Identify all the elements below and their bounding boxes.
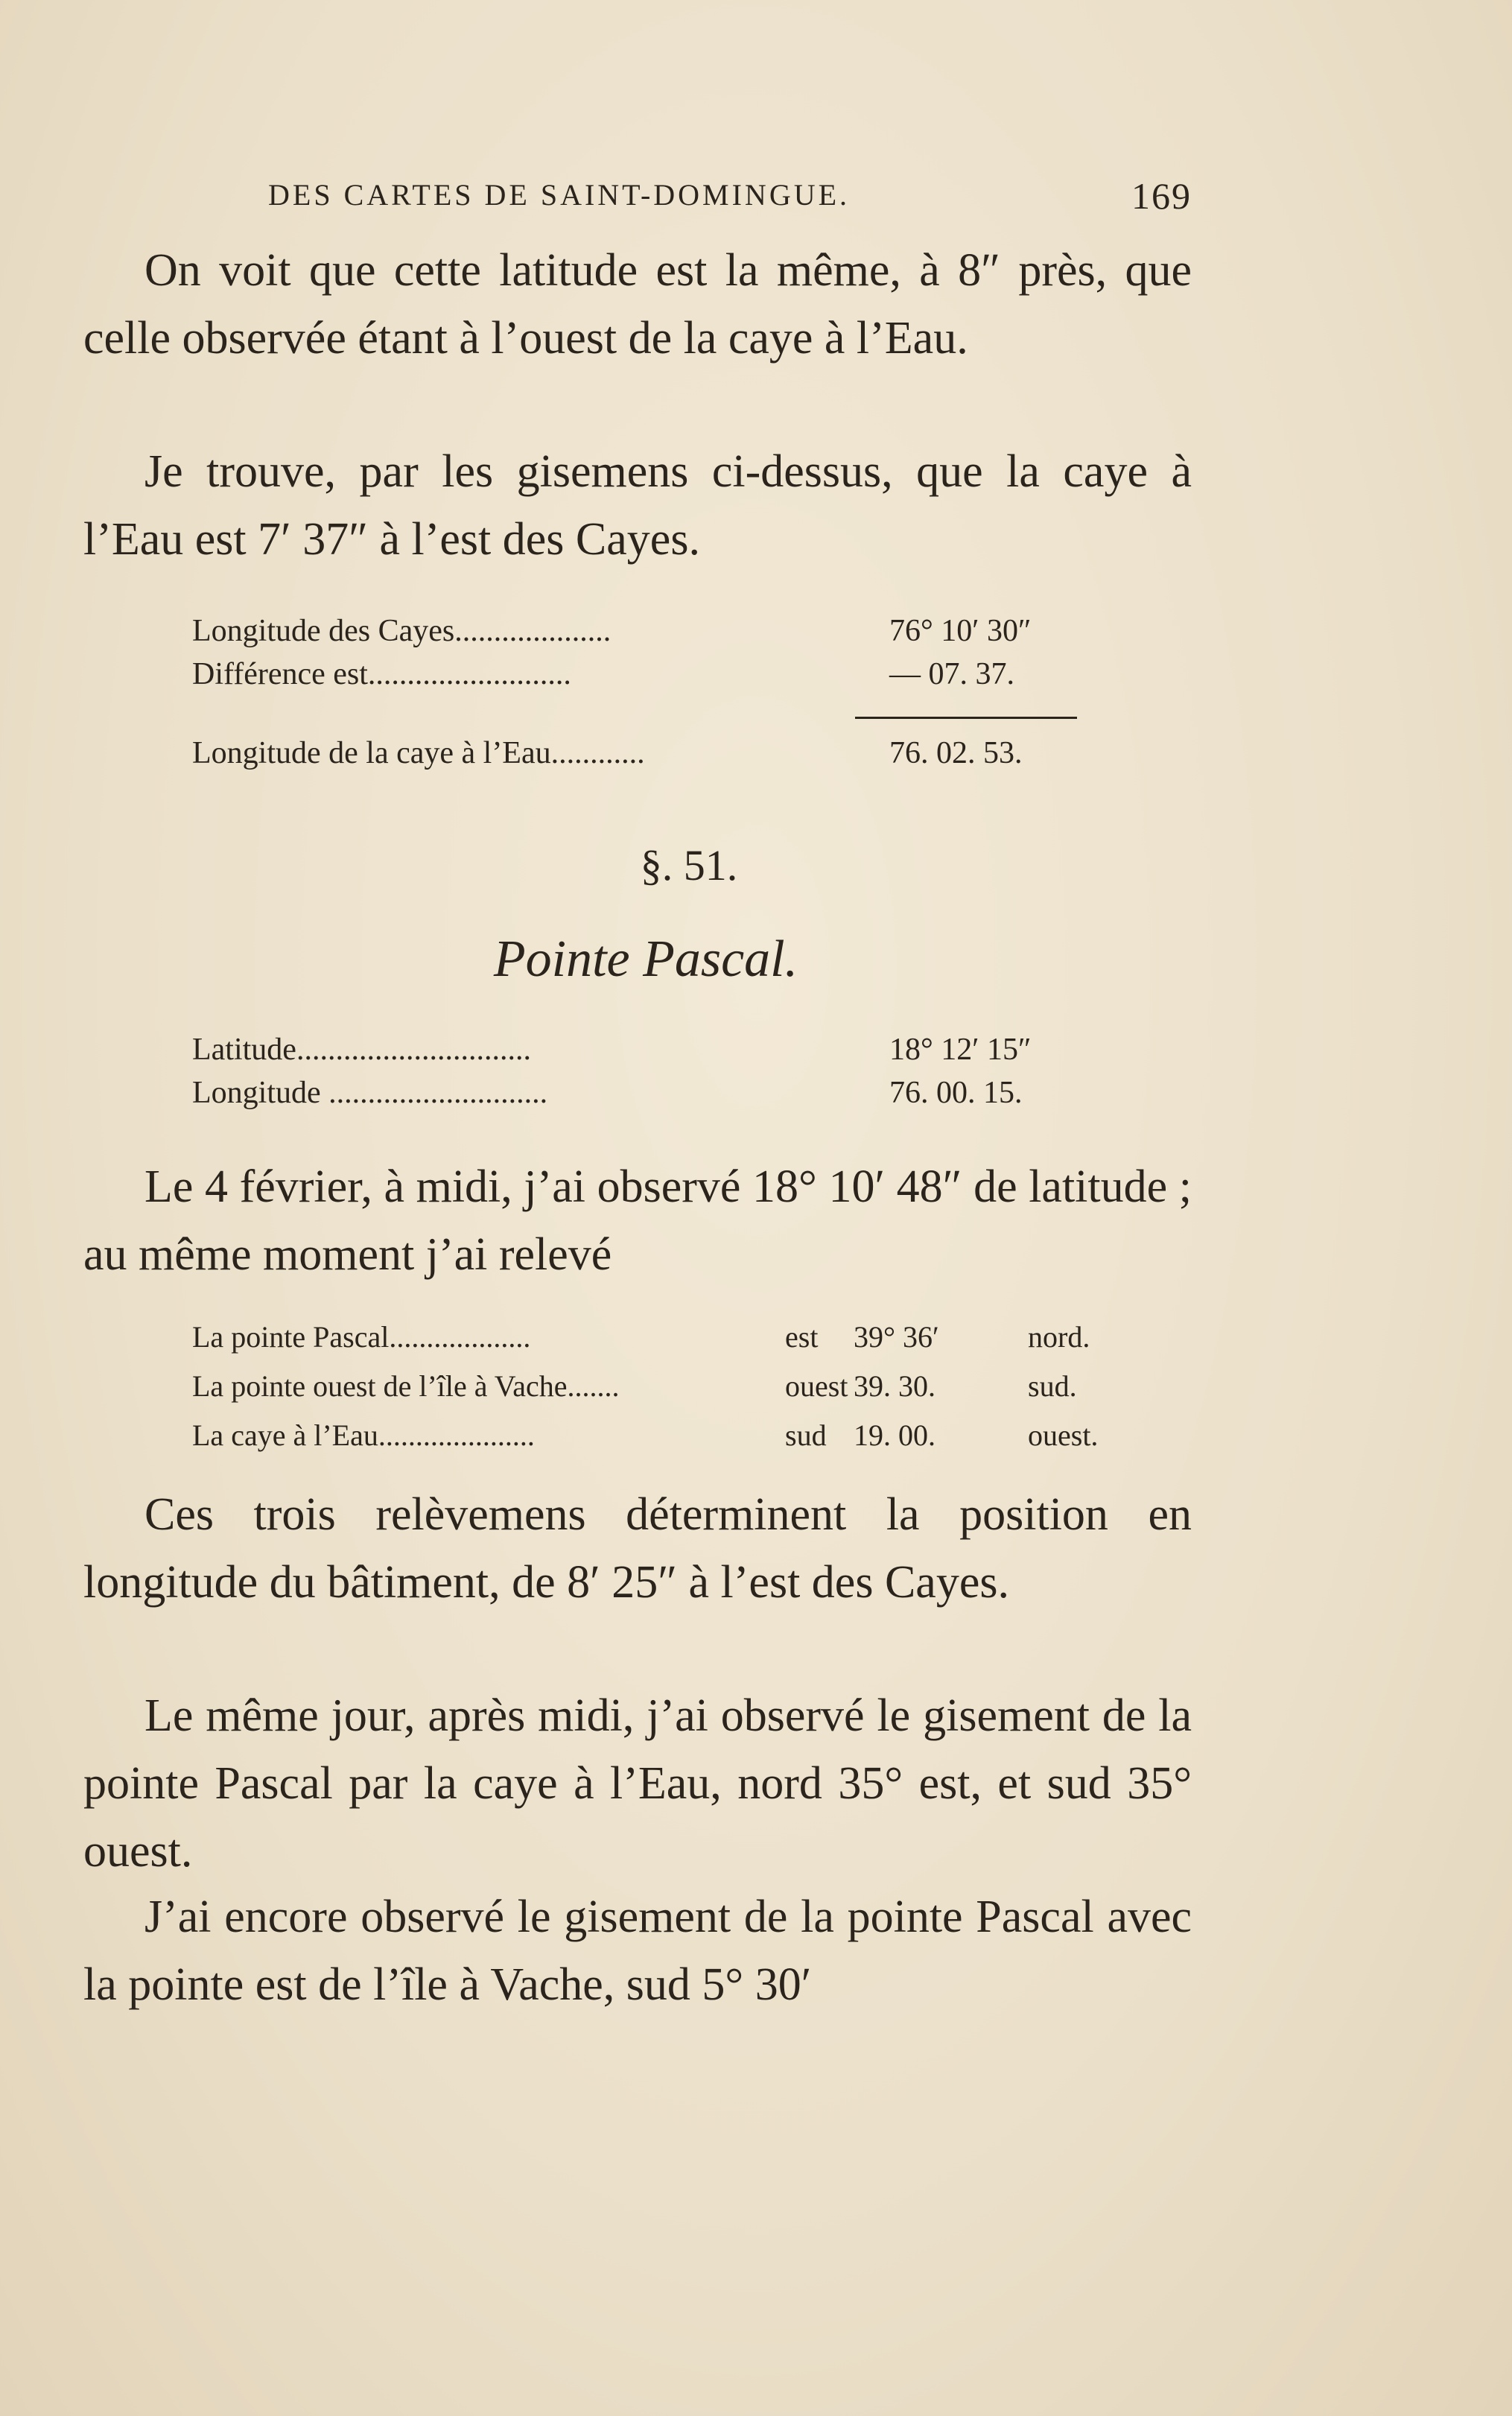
paragraph-text: Ces trois relèvemens déterminent la position en longitude du bâtiment, de 8′ 25″ à l’est des Cayes. [83,1489,1192,1608]
table-row [192,653,1086,696]
bearing-cardinal: sud. [1028,1369,1077,1403]
header-title: DES CARTES DE SAINT-DOMINGUE. [268,178,851,212]
paragraph-latitude-comparison [83,237,1192,372]
row-label: Différence est.......................... [192,657,571,691]
paragraph-caye-position [83,438,1192,574]
longitude-result-row [192,732,1086,775]
table-row [192,1028,1086,1071]
table-row [192,609,1086,653]
bearing-direction: sud [785,1418,827,1452]
bearing-label: La caye à l’Eau..................... [192,1418,535,1452]
paragraph-further-observation [83,1883,1192,2019]
section-heading: Pointe Pascal. [493,930,798,988]
row-label: Latitude.............................. [192,1033,531,1067]
table-row [192,1362,1131,1411]
running-header [268,177,1192,222]
row-label: Longitude des Cayes.................... [192,614,612,648]
table-row [192,1313,1131,1362]
row-label: Longitude ............................ [192,1076,548,1110]
bearing-direction: ouest [785,1369,848,1403]
paragraph-observation [83,1153,1192,1289]
row-value: 76° 10′ 30″ [889,614,1032,648]
bearing-label: La pointe Pascal................... [192,1320,531,1354]
bearing-cardinal: ouest. [1028,1418,1099,1452]
paragraph-text: On voit que cette latitude est la même, à 8″ près, que celle observée étant à l’ouest de la caye à l’Eau. [83,245,1192,364]
bearing-angle: 19. 00. [854,1418,936,1452]
paragraph-text: Le 4 février, à midi, j’ai observé 18° 10′ 48″ de latitude ; au même moment j’ai relevé [83,1161,1192,1280]
sum-rule [855,717,1077,719]
longitude-table [192,609,1086,696]
bearings-table [192,1313,1131,1460]
bearing-direction: est [785,1320,819,1354]
row-value: 76. 02. 53. [889,736,1023,770]
table-row [192,1411,1131,1460]
paragraph-text: Je trouve, par les gisemens ci-dessus, que la caye à l’Eau est 7′ 37″ à l’est des Cayes. [83,446,1192,565]
paragraph-text: J’ai encore observé le gisement de la pointe Pascal avec la pointe est de l’île à Vache, sud 5° 30′ [83,1892,1192,2010]
row-value: — 07. 37. [889,657,1014,691]
row-value: 76. 00. 15. [889,1076,1023,1110]
page-number: 169 [1131,175,1192,217]
bearing-label: La pointe ouest de l’île à Vache....... [192,1369,620,1403]
bearing-cardinal: nord. [1028,1320,1090,1354]
paragraph-bearing-result [83,1481,1192,1617]
paragraph-text: Le même jour, après midi, j’ai observé le gisement de la pointe Pascal par la caye à l’Eau, nord 35° est, et sud 35° ouest. [83,1690,1192,1877]
pascal-coordinates-table [192,1028,1086,1115]
paragraph-afternoon-observation [83,1682,1192,1886]
row-label: Longitude de la caye à l’Eau............ [192,736,645,770]
bearing-angle: 39. 30. [854,1369,936,1403]
row-value: 18° 12′ 15″ [889,1033,1032,1067]
section-number: §. 51. [640,841,738,890]
table-row [192,1071,1086,1115]
bearing-angle: 39° 36′ [854,1320,939,1354]
